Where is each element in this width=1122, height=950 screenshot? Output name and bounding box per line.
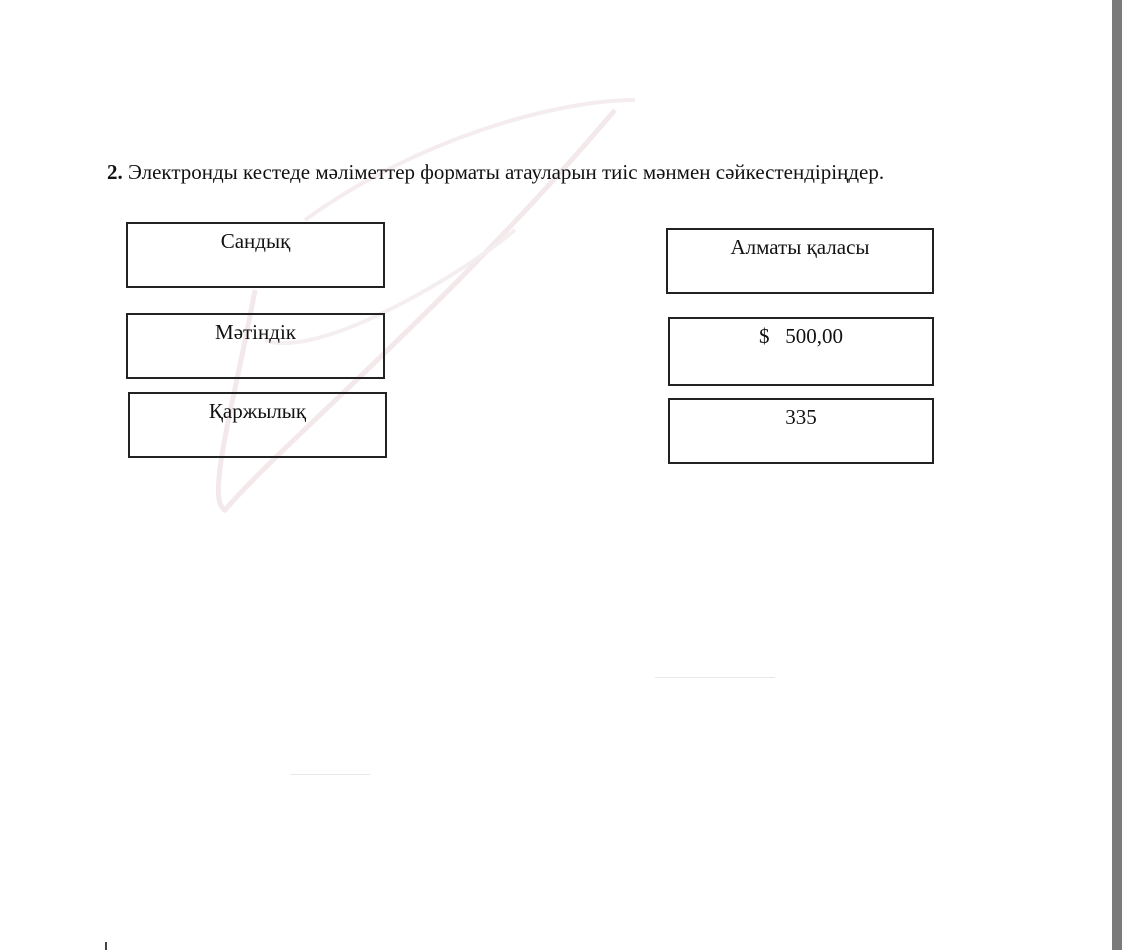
value-label: Алматы қаласы [730, 235, 870, 259]
format-label: Мәтіндік [215, 320, 296, 344]
format-label: Сандық [220, 229, 291, 253]
format-box-text[interactable] [126, 313, 385, 379]
question-text [107, 158, 1067, 186]
scan-artifact [290, 774, 370, 775]
format-label: Қаржылық [208, 399, 307, 423]
value-box-currency[interactable] [668, 317, 934, 386]
value-label: $ 500,00 [759, 324, 843, 348]
question-number: 2. [107, 160, 123, 184]
faint-watermark [195, 80, 655, 530]
scan-mark [105, 942, 107, 950]
scan-artifact [655, 677, 775, 678]
format-box-numeric[interactable] [126, 222, 385, 288]
page-edge-bar [1112, 0, 1122, 950]
format-box-financial[interactable] [128, 392, 387, 458]
value-label: 335 [785, 405, 817, 429]
value-box-city[interactable] [666, 228, 934, 294]
value-box-number[interactable] [668, 398, 934, 464]
question-body: Электронды кестеде мәліметтер форматы атауларын тиіс мәнмен сәйкестендіріңдер. [128, 160, 885, 184]
